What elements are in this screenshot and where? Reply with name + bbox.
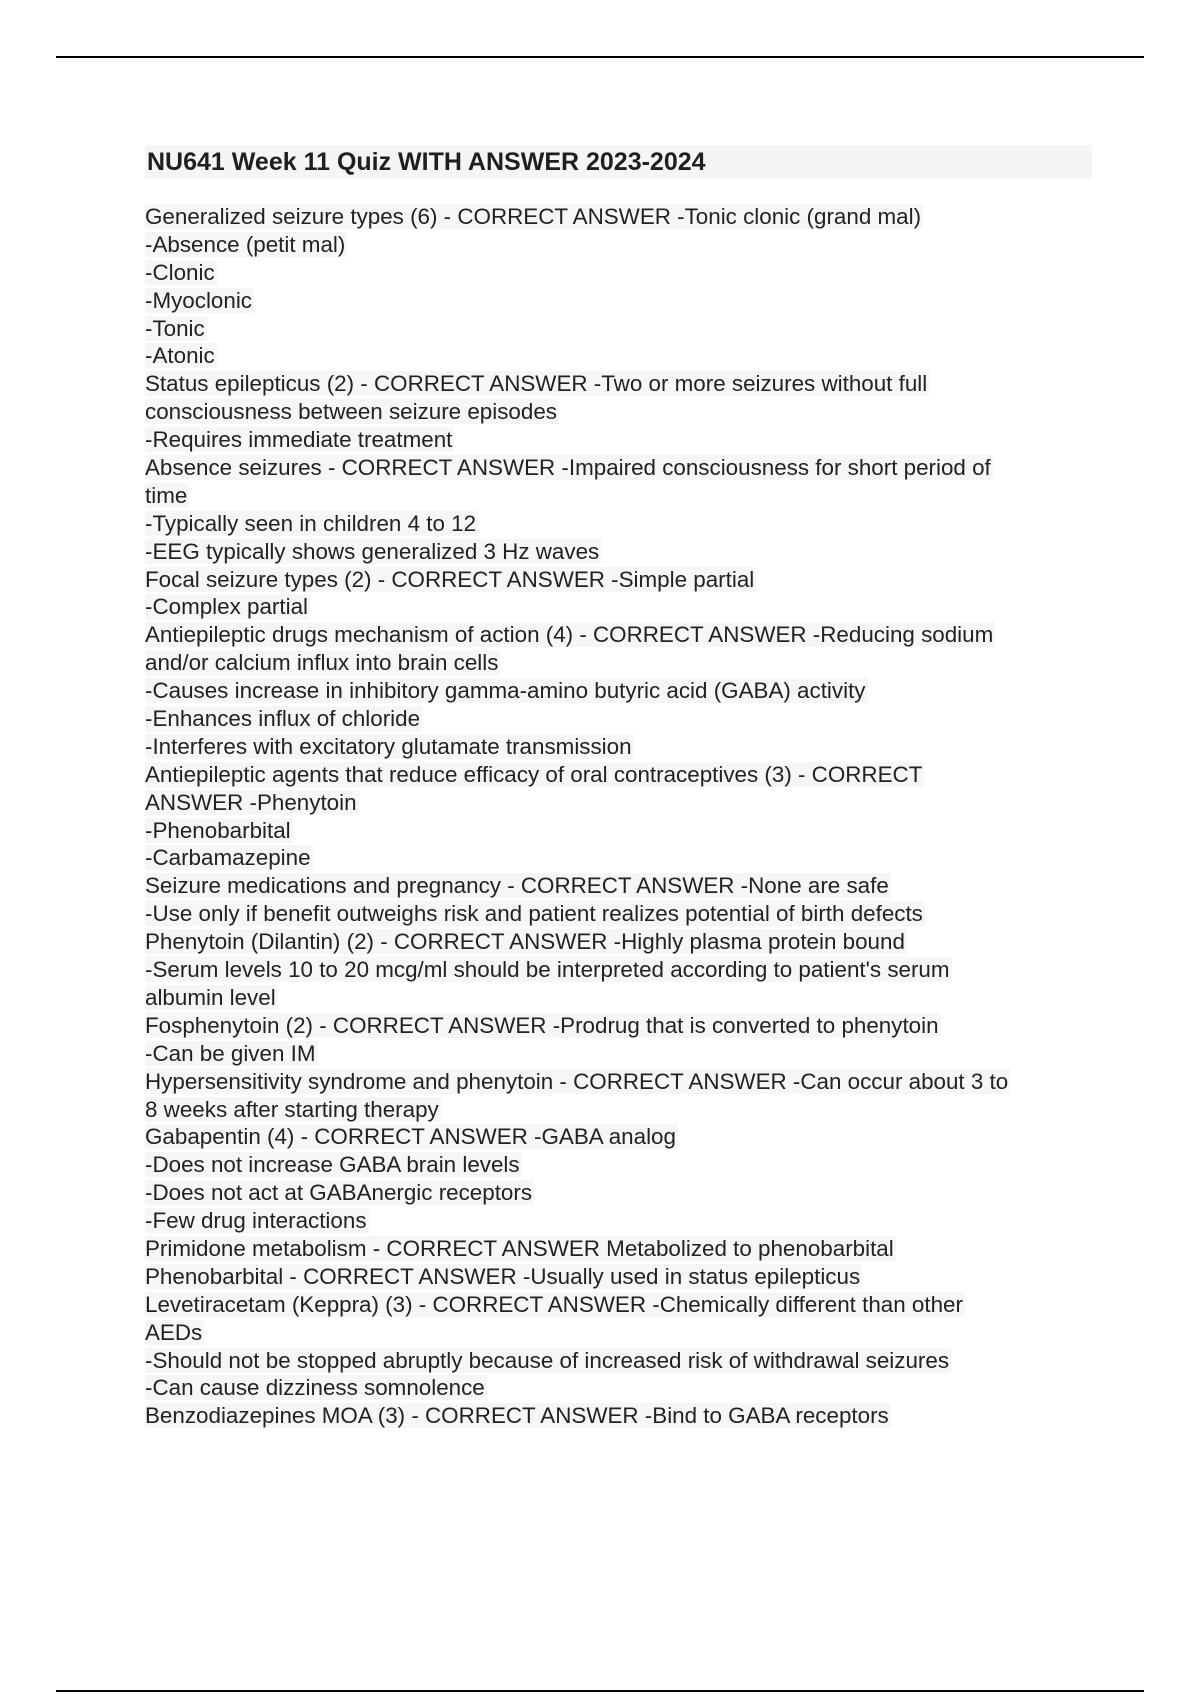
text-line-content: Phenytoin (Dilantin) (2) - CORRECT ANSWER -Highly plasma protein bound	[145, 929, 905, 955]
text-line	[145, 1235, 1095, 1263]
text-line-content: Primidone metabolism - CORRECT ANSWER Metabolized to phenobarbital	[145, 1235, 894, 1261]
text-line	[145, 984, 1095, 1012]
text-line	[145, 733, 1095, 761]
text-line-content: ANSWER -Phenytoin	[145, 789, 357, 815]
text-line-content: -EEG typically shows generalized 3 Hz waves	[145, 538, 600, 564]
text-line-content: -Tonic	[145, 315, 205, 341]
text-line-content: -Serum levels 10 to 20 mcg/ml should be interpreted according to patient's serum	[145, 957, 950, 983]
text-line	[145, 621, 1095, 649]
text-line	[145, 900, 1095, 928]
text-line	[145, 844, 1095, 872]
text-line	[145, 398, 1095, 426]
text-line	[145, 1207, 1095, 1235]
text-line-content: Hypersensitivity syndrome and phenytoin - CORRECT ANSWER -Can occur about 3 to	[145, 1068, 1009, 1094]
text-line-content: Antiepileptic agents that reduce efficacy of oral contraceptives (3) - CORRECT	[145, 761, 923, 787]
text-line	[145, 315, 1095, 343]
text-line-content: albumin level	[145, 984, 276, 1010]
text-line	[145, 259, 1095, 287]
text-line	[145, 1068, 1095, 1096]
text-line	[145, 817, 1095, 845]
text-line	[145, 956, 1095, 984]
text-line	[145, 761, 1095, 789]
text-line-content: and/or calcium influx into brain cells	[145, 650, 499, 676]
text-line	[145, 1374, 1095, 1402]
text-line-content: Status epilepticus (2) - CORRECT ANSWER -Two or more seizures without full	[145, 371, 928, 397]
text-line	[145, 1263, 1095, 1291]
text-line-content: -Few drug interactions	[145, 1208, 367, 1234]
bottom-rule	[56, 1690, 1144, 1692]
text-line-content: -Absence (petit mal)	[145, 231, 346, 257]
text-line	[145, 426, 1095, 454]
text-line-content: -Can be given IM	[145, 1040, 316, 1066]
text-line-content: -Clonic	[145, 259, 215, 285]
text-line	[145, 203, 1095, 231]
text-line-content: Antiepileptic drugs mechanism of action (4) - CORRECT ANSWER -Reducing sodium	[145, 622, 994, 648]
text-line	[145, 705, 1095, 733]
text-line-content: Absence seizures - CORRECT ANSWER -Impaired consciousness for short period of	[145, 455, 991, 481]
text-line-content: -Can cause dizziness somnolence	[145, 1375, 485, 1401]
text-line-content: -Phenobarbital	[145, 817, 291, 843]
text-line-content: Phenobarbital - CORRECT ANSWER -Usually used in status epilepticus	[145, 1263, 861, 1289]
text-line-content: -Complex partial	[145, 594, 309, 620]
text-line	[145, 789, 1095, 817]
page-title: NU641 Week 11 Quiz WITH ANSWER 2023-2024	[145, 145, 1092, 179]
text-line	[145, 928, 1095, 956]
text-line-content: Gabapentin (4) - CORRECT ANSWER -GABA analog	[145, 1124, 676, 1150]
text-line	[145, 370, 1095, 398]
text-line-content: -Atonic	[145, 343, 215, 369]
text-line	[145, 1179, 1095, 1207]
text-line	[145, 677, 1095, 705]
text-line-content: -Enhances influx of chloride	[145, 706, 421, 732]
text-line	[145, 1319, 1095, 1347]
text-line	[145, 231, 1095, 259]
text-line-content: Seizure medications and pregnancy - CORRECT ANSWER -None are safe	[145, 873, 889, 899]
text-line-content: -Should not be stopped abruptly because of increased risk of withdrawal seizures	[145, 1347, 950, 1373]
text-line-content: consciousness between seizure episodes	[145, 399, 557, 425]
text-line-content: 8 weeks after starting therapy	[145, 1096, 439, 1122]
text-line	[145, 566, 1095, 594]
text-line	[145, 1040, 1095, 1068]
text-line-content: -Does not increase GABA brain levels	[145, 1152, 520, 1178]
text-line	[145, 872, 1095, 900]
text-line-content: -Myoclonic	[145, 287, 253, 313]
text-line	[145, 342, 1095, 370]
text-line-content: Generalized seizure types (6) - CORRECT ANSWER -Tonic clonic (grand mal)	[145, 204, 922, 229]
text-line-content: Benzodiazepines MOA (3) - CORRECT ANSWER -Bind to GABA receptors	[145, 1403, 889, 1429]
text-line	[145, 1347, 1095, 1375]
text-line	[145, 1012, 1095, 1040]
text-line-content: time	[145, 482, 188, 508]
text-line-content: Levetiracetam (Keppra) (3) - CORRECT ANSWER -Chemically different than other	[145, 1291, 963, 1317]
text-line	[145, 287, 1095, 315]
text-line	[145, 1402, 1095, 1430]
top-rule	[56, 56, 1144, 58]
text-line-content: Fosphenytoin (2) - CORRECT ANSWER -Prodrug that is converted to phenytoin	[145, 1012, 939, 1038]
text-line	[145, 510, 1095, 538]
text-line	[145, 454, 1095, 482]
text-line-content: -Requires immediate treatment	[145, 427, 453, 453]
text-line	[145, 593, 1095, 621]
text-line-content: -Use only if benefit outweighs risk and patient realizes potential of birth defects	[145, 901, 923, 927]
text-line	[145, 1096, 1095, 1124]
text-line-content: -Interferes with excitatory glutamate transmission	[145, 733, 632, 759]
text-line	[145, 482, 1095, 510]
text-line-content: -Typically seen in children 4 to 12	[145, 510, 477, 536]
text-line-content: -Does not act at GABAnergic receptors	[145, 1180, 533, 1206]
text-line	[145, 649, 1095, 677]
text-line	[145, 1151, 1095, 1179]
text-line	[145, 1123, 1095, 1151]
quiz-content	[145, 203, 1095, 1430]
text-line	[145, 1291, 1095, 1319]
text-line	[145, 538, 1095, 566]
text-line-content: Focal seizure types (2) - CORRECT ANSWER -Simple partial	[145, 566, 755, 592]
text-line-content: AEDs	[145, 1319, 203, 1345]
text-line-content: -Causes increase in inhibitory gamma-amino butyric acid (GABA) activity	[145, 678, 866, 704]
text-line-content: -Carbamazepine	[145, 845, 311, 871]
